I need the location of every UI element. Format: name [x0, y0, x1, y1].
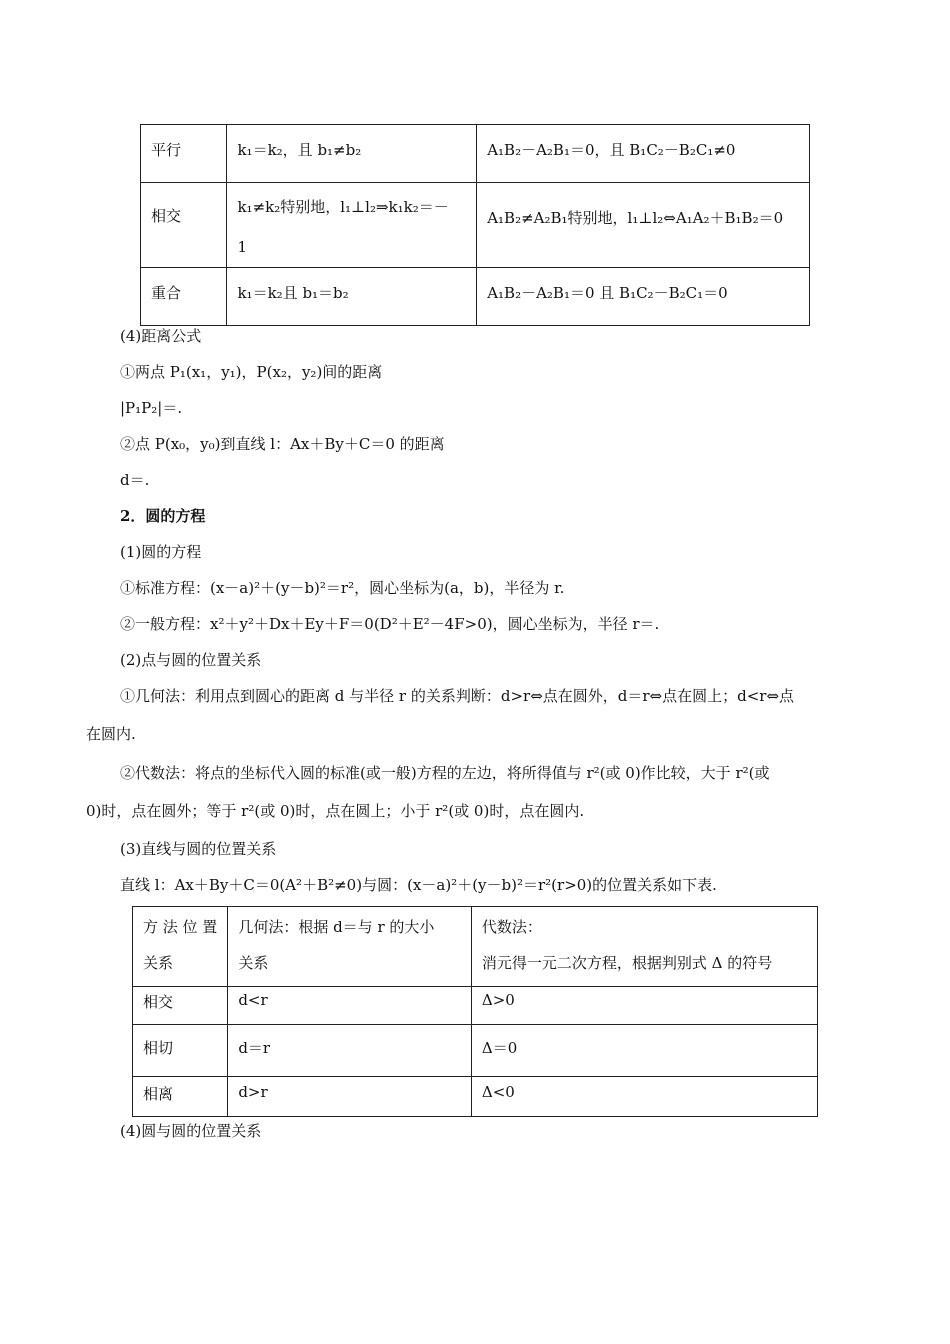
relation-cell: 相离: [133, 1077, 228, 1117]
relation-cell: 相交: [133, 987, 228, 1025]
two-point-distance-text: ①两点 P₁(x₁，y₁)，P(x₂，y₂)间的距离: [120, 363, 383, 381]
header-line: 关系: [238, 954, 269, 972]
slope-condition-line: k₁≠k₂特别地，l₁⊥l₂⇒k₁k₂＝－: [237, 198, 449, 216]
circle-equation-heading: (1)圆的方程: [120, 543, 202, 561]
point-circle-heading: (2)点与圆的位置关系: [120, 651, 262, 669]
algebraic-cell: Δ>0: [471, 987, 817, 1025]
geometric-cell: d>r: [228, 1077, 472, 1117]
header-line: 几何法：根据 d＝与 r 的大小: [238, 918, 435, 936]
header-line: 代数法：: [481, 918, 542, 936]
table-row: [141, 183, 810, 268]
table-row: [141, 125, 810, 183]
distance-formula-heading: (4)距离公式: [120, 327, 202, 345]
general-condition-cell: A₁B₂≠A₂B₁特别地，l₁⊥l₂⇔A₁A₂＋B₁B₂＝0: [477, 183, 810, 268]
line-relation-table: [140, 124, 810, 326]
standard-equation-text: ①标准方程：(x－a)²＋(y－b)²＝r²，圆心坐标为(a，b)，半径为 r.: [120, 579, 565, 597]
header-line: 关系: [143, 954, 174, 972]
general-condition-cell: A₁B₂－A₂B₁＝0 且 B₁C₂－B₂C₁＝0: [477, 268, 810, 326]
header-line: 消元得一元二次方程，根据判别式 Δ 的符号: [481, 954, 773, 972]
slope-condition-cell: k₁＝k₂，且 b₁≠b₂: [227, 125, 477, 183]
algebraic-method-text: 0)时，点在圆外；等于 r²(或 0)时，点在圆上；小于 r²(或 0)时，点在圆内.: [86, 802, 585, 820]
line-circle-intro: 直线 l：Ax＋By＋C＝0(A²＋B²≠0)与圆：(x－a)²＋(y－b)²＝r²(r>0)的位置关系如下表.: [120, 876, 717, 894]
table-row: [133, 1025, 818, 1077]
line-circle-heading: (3)直线与圆的位置关系: [120, 840, 277, 858]
algebraic-cell: Δ<0: [471, 1077, 817, 1117]
header-line: 方 法 位 置: [143, 918, 218, 936]
relation-cell: 相交: [141, 183, 227, 268]
slope-condition-cell: [227, 183, 477, 268]
table-header-row: [133, 907, 818, 987]
relation-cell: 相切: [133, 1025, 228, 1077]
table-row: [133, 1077, 818, 1117]
general-condition-cell: A₁B₂－A₂B₁＝0，且 B₁C₂－B₂C₁≠0: [477, 125, 810, 183]
circle-circle-heading: (4)圆与圆的位置关系: [120, 1122, 262, 1140]
line-circle-table: [132, 906, 818, 1117]
header-cell: [133, 907, 228, 987]
geometric-method-text: ①几何法：利用点到圆心的距离 d 与半径 r 的关系判断：d>r⇔点在圆外，d＝r⇔点在圆上；d<r⇔点: [120, 687, 795, 705]
section-heading: 2．圆的方程: [120, 507, 206, 525]
table-row: [133, 987, 818, 1025]
geometric-cell: d＝r: [228, 1025, 472, 1077]
header-cell: [471, 907, 817, 987]
geometric-method-text: 在圆内.: [86, 725, 136, 743]
table-row: [141, 268, 810, 326]
relation-cell: 重合: [141, 268, 227, 326]
general-equation-text: ②一般方程：x²＋y²＋Dx＋Ey＋F＝0(D²＋E²－4F>0)，圆心坐标为，半径 r＝.: [120, 615, 660, 633]
point-line-distance-text: ②点 P(x₀，y₀)到直线 l：Ax＋By＋C＝0 的距离: [120, 435, 445, 453]
header-cell: [228, 907, 472, 987]
relation-cell: 平行: [141, 125, 227, 183]
point-line-distance-formula: d＝.: [120, 471, 150, 489]
slope-condition-cell: k₁＝k₂且 b₁＝b₂: [227, 268, 477, 326]
geometric-cell: d<r: [228, 987, 472, 1025]
slope-condition-line: 1: [237, 238, 248, 256]
algebraic-cell: Δ＝0: [471, 1025, 817, 1077]
two-point-distance-formula: |P₁P₂|＝.: [120, 399, 183, 417]
algebraic-method-text: ②代数法：将点的坐标代入圆的标准(或一般)方程的左边，将所得值与 r²(或 0)作比较，大于 r²(或: [120, 764, 770, 782]
